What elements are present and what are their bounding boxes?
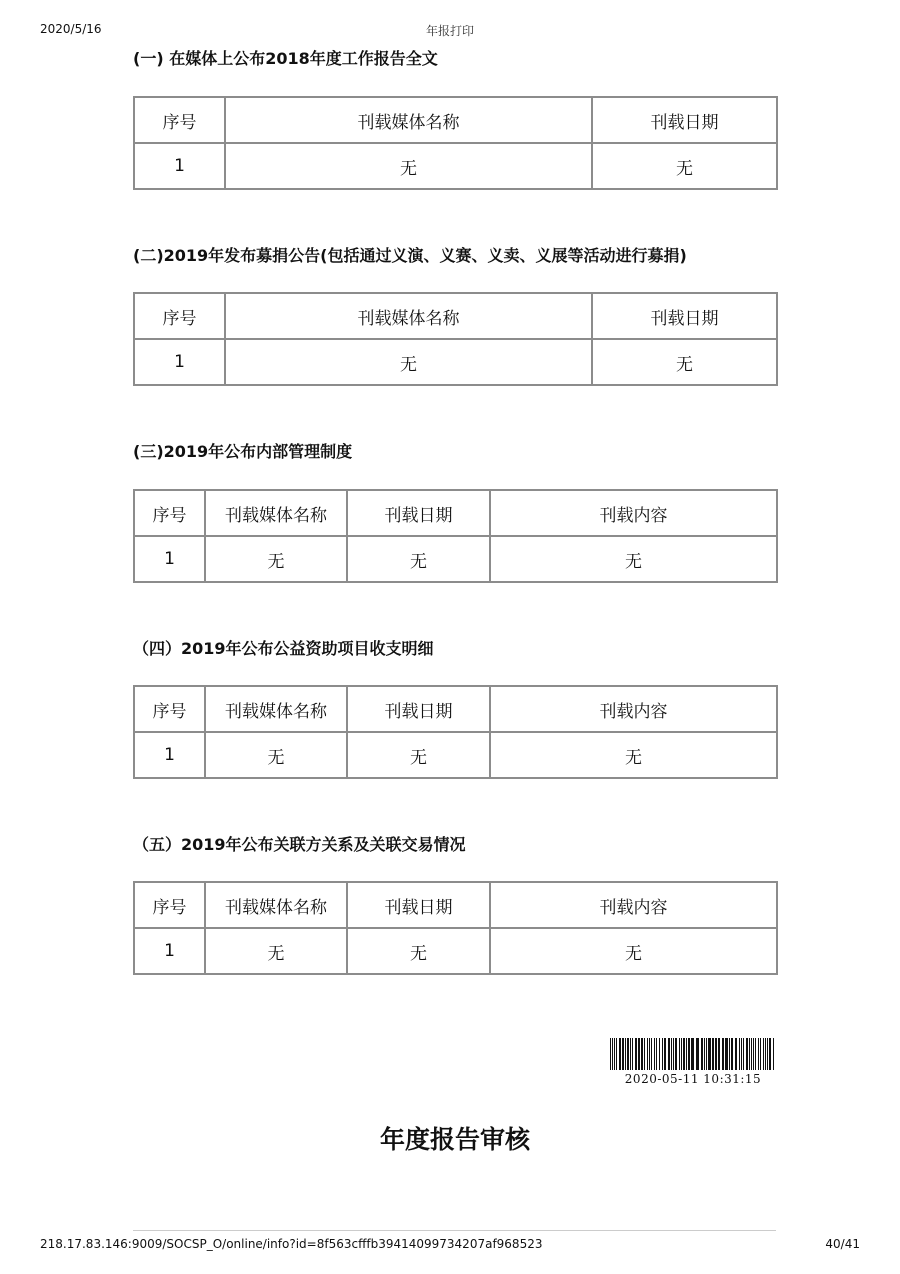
barcode-bar <box>767 1038 768 1070</box>
col-header-index: 序号 <box>134 490 205 536</box>
cell-index: 1 <box>134 143 225 189</box>
barcode-bar <box>704 1038 705 1070</box>
cell-index: 1 <box>134 732 205 778</box>
barcode-timestamp: 2020-05-11 10:31:15 <box>624 1072 762 1086</box>
barcode-bar <box>706 1038 707 1070</box>
barcode-bar <box>614 1038 615 1070</box>
print-date: 2020/5/16 <box>40 22 102 36</box>
barcode-bar <box>773 1038 774 1070</box>
barcode-bar <box>619 1038 621 1070</box>
barcode-bar <box>638 1038 640 1070</box>
col-header-content: 刊载内容 <box>490 882 777 928</box>
barcode-bar <box>739 1038 740 1070</box>
barcode-bar <box>718 1038 720 1070</box>
cell-date: 无 <box>592 339 777 385</box>
col-header-index: 序号 <box>134 882 205 928</box>
barcode-bar <box>625 1038 626 1070</box>
col-header-media: 刊载媒体名称 <box>205 686 347 732</box>
barcode-bar <box>662 1038 663 1070</box>
col-header-content: 刊载内容 <box>490 490 777 536</box>
cell-index: 1 <box>134 339 225 385</box>
media-table-2 <box>133 292 778 386</box>
barcode-bar <box>731 1038 733 1070</box>
table-header-row <box>134 882 777 928</box>
barcode-bar <box>651 1038 652 1070</box>
barcode-bar <box>659 1038 660 1070</box>
barcode-bar <box>755 1038 756 1070</box>
barcode-bar <box>751 1038 752 1070</box>
cell-media: 无 <box>225 143 592 189</box>
table-row <box>134 536 777 582</box>
barcode-bar <box>683 1038 685 1070</box>
barcode-bar <box>688 1038 690 1070</box>
page-number: 40/41 <box>825 1237 860 1251</box>
cell-date: 无 <box>347 732 490 778</box>
cell-content: 无 <box>490 536 777 582</box>
col-header-index: 序号 <box>134 293 225 339</box>
barcode-bar <box>654 1038 655 1070</box>
table-row <box>134 339 777 385</box>
table-header-row <box>134 97 777 143</box>
barcode-image <box>610 1038 776 1070</box>
barcode-bar <box>758 1038 759 1070</box>
barcode-bar <box>715 1038 717 1070</box>
cell-index: 1 <box>134 536 205 582</box>
barcode-bar <box>725 1038 728 1070</box>
media-table-5 <box>133 881 778 975</box>
media-table-1 <box>133 96 778 190</box>
barcode-bar <box>763 1038 764 1070</box>
table-header-row <box>134 686 777 732</box>
table-row <box>134 143 777 189</box>
barcode-bar <box>641 1038 643 1070</box>
footer-url: 218.17.83.146:9009/SOCSP_O/online/info?id=8f563cfffb39414099734207af968523 <box>40 1237 543 1251</box>
barcode-bar <box>769 1038 771 1070</box>
barcode-bar <box>649 1038 650 1070</box>
barcode-bar <box>664 1038 666 1070</box>
cell-date: 无 <box>347 928 490 974</box>
barcode-bar <box>760 1038 761 1070</box>
col-header-date: 刊载日期 <box>592 293 777 339</box>
section-title-2: (二)2019年发布募捐公告(包括通过义演、义赛、义卖、义展等活动进行募捐) <box>133 246 687 265</box>
barcode-bar <box>612 1038 613 1070</box>
section-title-3: (三)2019年公布内部管理制度 <box>133 442 353 461</box>
col-header-media: 刊载媒体名称 <box>205 490 347 536</box>
barcode-bar <box>691 1038 694 1070</box>
barcode-bar <box>647 1038 648 1070</box>
barcode-bar <box>741 1038 742 1070</box>
barcode-bar <box>679 1038 680 1070</box>
cell-date: 无 <box>347 536 490 582</box>
barcode-bar <box>765 1038 766 1070</box>
cell-media: 无 <box>225 339 592 385</box>
barcode-bar <box>735 1038 737 1070</box>
barcode-bar <box>632 1038 633 1070</box>
col-header-index: 序号 <box>134 97 225 143</box>
barcode-bar <box>675 1038 677 1070</box>
barcode-bar <box>712 1038 714 1070</box>
barcode-bar <box>681 1038 682 1070</box>
table-row <box>134 928 777 974</box>
review-title: 年度报告审核 <box>379 1125 530 1154</box>
section-title-4: （四）2019年公布公益资助项目收支明细 <box>133 639 434 658</box>
barcode-bar <box>673 1038 674 1070</box>
col-header-date: 刊载日期 <box>347 686 490 732</box>
barcode-bar <box>708 1038 711 1070</box>
cell-media: 无 <box>205 536 347 582</box>
barcode-bar <box>630 1038 631 1070</box>
media-table-3 <box>133 489 778 583</box>
barcode-bar <box>610 1038 611 1070</box>
barcode-bar <box>696 1038 699 1070</box>
barcode-bar <box>622 1038 624 1070</box>
barcode-bar <box>749 1038 750 1070</box>
cell-content: 无 <box>490 732 777 778</box>
cell-media: 无 <box>205 732 347 778</box>
barcode-bar <box>753 1038 754 1070</box>
print-title: 年报打印 <box>425 24 474 38</box>
barcode-bar <box>671 1038 672 1070</box>
cell-index: 1 <box>134 928 205 974</box>
col-header-date: 刊载日期 <box>347 882 490 928</box>
table-row <box>134 732 777 778</box>
col-header-index: 序号 <box>134 686 205 732</box>
barcode-bar <box>616 1038 617 1070</box>
barcode-bar <box>656 1038 657 1070</box>
cell-media: 无 <box>205 928 347 974</box>
barcode-bar <box>722 1038 724 1070</box>
col-header-media: 刊载媒体名称 <box>225 97 592 143</box>
col-header-media: 刊载媒体名称 <box>205 882 347 928</box>
col-header-date: 刊载日期 <box>592 97 777 143</box>
barcode-bar <box>635 1038 637 1070</box>
table-header-row <box>134 293 777 339</box>
media-table-4 <box>133 685 778 779</box>
section-title-1: (一) 在媒体上公布2018年度工作报告全文 <box>133 49 438 68</box>
barcode-bar <box>627 1038 629 1070</box>
barcode-bar <box>686 1038 687 1070</box>
barcode-bar <box>743 1038 744 1070</box>
cell-date: 无 <box>592 143 777 189</box>
section-title-5: （五）2019年公布关联方关系及关联交易情况 <box>133 835 466 854</box>
barcode-bar <box>668 1038 670 1070</box>
col-header-media: 刊载媒体名称 <box>225 293 592 339</box>
table-header-row <box>134 490 777 536</box>
barcode-bar <box>729 1038 730 1070</box>
footer-divider <box>133 1230 776 1231</box>
col-header-date: 刊载日期 <box>347 490 490 536</box>
col-header-content: 刊载内容 <box>490 686 777 732</box>
barcode-bar <box>746 1038 748 1070</box>
barcode-bar <box>701 1038 703 1070</box>
barcode-bar <box>644 1038 645 1070</box>
cell-content: 无 <box>490 928 777 974</box>
